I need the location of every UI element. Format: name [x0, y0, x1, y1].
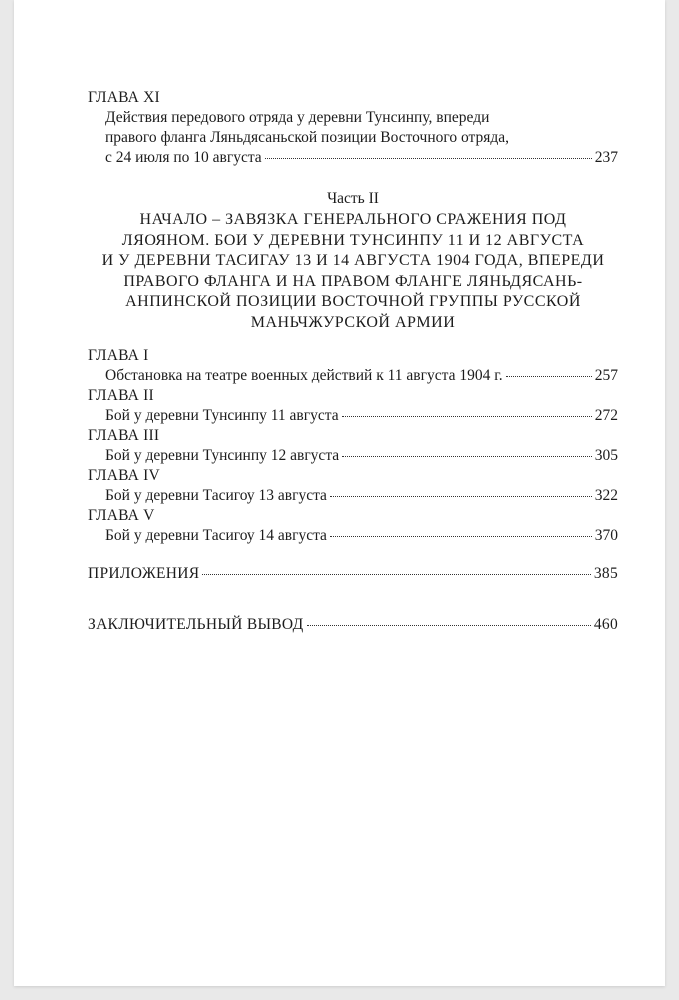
- part-title-line: ЛЯОЯНОМ. БОИ У ДЕРЕВНИ ТУНСИНПУ 11 И 12 АВГУСТА: [121, 231, 585, 249]
- part-label: Часть II: [327, 190, 379, 207]
- chapter-title-line: с 24 июля по 10 августа: [105, 149, 262, 166]
- dot-leader: [506, 376, 592, 377]
- part-title-line: ПРАВОГО ФЛАНГА И НА ПРАВОМ ФЛАНГЕ ЛЯНЬДЯСАНЬ-: [123, 272, 583, 290]
- chapter-block: [88, 466, 618, 506]
- chapter-heading: ГЛАВА I: [88, 347, 149, 364]
- table-of-contents: [88, 88, 618, 635]
- page-number: 322: [594, 487, 618, 504]
- chapter-list: [88, 346, 618, 546]
- dot-leader: [265, 158, 592, 159]
- part-title-line: НАЧАЛО – ЗАВЯЗКА ГЕНЕРАЛЬНОГО СРАЖЕНИЯ ПОД: [139, 211, 567, 228]
- chapter-xi-block: [88, 88, 618, 168]
- page-number: 272: [594, 407, 618, 424]
- dot-leader: [330, 536, 592, 537]
- toc-entry-conclusion[interactable]: [88, 615, 618, 635]
- chapter-title: Бой у деревни Тасигоу 14 августа: [105, 527, 327, 544]
- chapter-heading: ГЛАВА III: [88, 427, 160, 444]
- chapter-title: Обстановка на театре военных действий к 11 августа 1904 г.: [105, 367, 503, 384]
- appendix-title: ПРИЛОЖЕНИЯ: [88, 565, 200, 582]
- chapter-title: Бой у деревни Тунсинпу 11 августа: [105, 407, 339, 424]
- part-title-line: МАНЬЧЖУРСКОЙ АРМИИ: [250, 313, 456, 331]
- dot-leader: [342, 456, 592, 457]
- chapter-block: [88, 386, 618, 426]
- chapter-heading: ГЛАВА II: [88, 387, 154, 404]
- page-number: 460: [593, 616, 618, 633]
- part-title-line: И У ДЕРЕВНИ ТАСИГАУ 13 И 14 АВГУСТА 1904 ГОДА, ВПЕРЕДИ: [101, 252, 605, 269]
- toc-entry[interactable]: [88, 406, 618, 426]
- toc-entry[interactable]: [88, 446, 618, 466]
- toc-entry[interactable]: [88, 526, 618, 546]
- dot-leader: [342, 416, 592, 417]
- chapter-title: Бой у деревни Тунсинпу 12 августа: [105, 447, 340, 464]
- chapter-block: [88, 506, 618, 546]
- dot-leader: [307, 625, 591, 626]
- dot-leader: [330, 496, 592, 497]
- page-number: 370: [594, 527, 618, 544]
- chapter-title: Бой у деревни Тасигоу 13 августа: [105, 487, 327, 504]
- chapter-block: [88, 426, 618, 466]
- chapter-heading: ГЛАВА XI: [88, 89, 160, 106]
- page-number: 385: [593, 565, 618, 582]
- dot-leader: [202, 574, 590, 575]
- chapter-title-line: Действия передового отряда у деревни Тунсинпу, впереди: [105, 109, 490, 126]
- chapter-heading: ГЛАВА V: [88, 507, 155, 524]
- toc-entry[interactable]: [88, 486, 618, 506]
- chapter-block: [88, 346, 618, 386]
- chapter-title-line: правого фланга Ляньдясаньской позиции Восточного отряда,: [105, 129, 509, 146]
- part-title-line: АНПИНСКОЙ ПОЗИЦИИ ВОСТОЧНОЙ ГРУППЫ РУССКОЙ: [125, 293, 581, 310]
- chapter-heading: ГЛАВА IV: [88, 467, 160, 484]
- page-number: 305: [594, 447, 618, 464]
- conclusion-title: ЗАКЛЮЧИТЕЛЬНЫЙ ВЫВОД: [88, 616, 304, 633]
- toc-entry-appendix[interactable]: [88, 564, 618, 584]
- toc-entry[interactable]: [88, 148, 618, 168]
- book-page: [14, 0, 665, 986]
- part-title: [88, 210, 618, 333]
- toc-entry[interactable]: [88, 366, 618, 386]
- page-number: 237: [594, 149, 618, 166]
- page-number: 257: [594, 367, 618, 384]
